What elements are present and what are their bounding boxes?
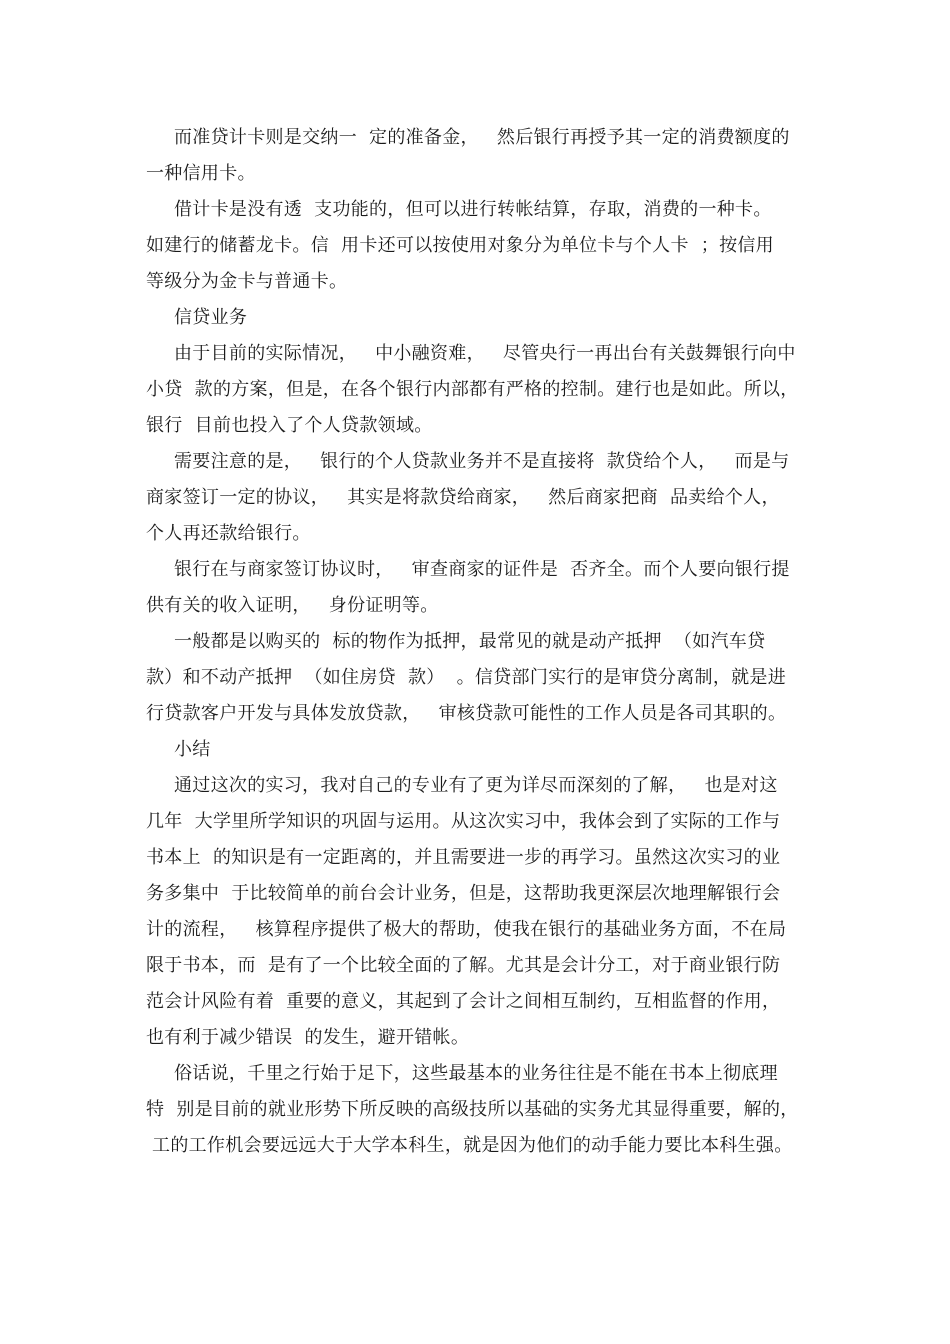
text-line: 如建行的储蓄龙卡。信 用卡还可以按使用对象分为单位卡与个人卡 ；按信用: [146, 235, 774, 256]
text-line: 书本上 的知识是有一定距离的，并且需要进一步的再学习。虽然这次实习的业: [146, 847, 781, 868]
text-line: 工的工作机会要远远大于大学本科生，就是因为他们的动手能力要比本科生强。: [146, 1135, 793, 1156]
text-line: 一般都是以购买的 标的物作为抵押，最常见的就是动产抵押 （如汽车贷: [174, 631, 766, 652]
text-line: 借计卡是没有透 支功能的，但可以进行转帐结算，存取，消费的一种卡。: [174, 199, 772, 220]
text-line: 银行在与商家签订协议时， 审查商家的证件是 否齐全。而个人要向银行提: [174, 559, 790, 580]
text-line: 几年 大学里所学知识的巩固与运用。从这次实习中，我体会到了实际的工作与: [146, 811, 781, 832]
text-line: 特 别是目前的就业形势下所反映的高级技所以基础的实务尤其显得重要，解的，: [146, 1099, 799, 1120]
text-line: 俗话说，千里之行始于足下，这些最基本的业务往往是不能在书本上彻底理: [174, 1063, 778, 1084]
text-line: 等级分为金卡与普通卡。: [146, 271, 348, 292]
text-line: 一种信用卡。: [146, 163, 256, 184]
text-line: 款）和不动产抵押 （如住房贷 款） 。信贷部门实行的是审贷分离制，就是进: [146, 667, 787, 688]
section-heading: 信贷业务: [174, 307, 248, 328]
text-line: 通过这次的实习，我对自己的专业有了更为详尽而深刻的了解， 也是对这: [174, 775, 778, 796]
text-line: 行贷款客户开发与具体发放贷款， 审核贷款可能性的工作人员是各司其职的。: [146, 703, 787, 724]
text-line: 由于目前的实际情况， 中小融资难， 尽管央行一再出台有关鼓舞银行向中: [174, 343, 796, 364]
text-line: 务多集中 于比较简单的前台会计业务，但是，这帮助我更深层次地理解银行会: [146, 883, 781, 904]
text-line: 个人再还款给银行。: [146, 523, 311, 544]
text-line: 小贷 款的方案，但是，在各个银行内部都有严格的控制。建行也是如此。所以，: [146, 379, 799, 400]
text-line: 也有利于减少错误 的发生，避开错帐。: [146, 1027, 470, 1048]
text-line: 需要注意的是， 银行的个人贷款业务并不是直接将 款贷给个人， 而是与: [174, 451, 790, 472]
text-line: 计的流程， 核算程序提供了极大的帮助，使我在银行的基础业务方面，不在局: [146, 919, 787, 940]
text-line: 银行 目前也投入了个人贷款领域。: [146, 415, 433, 436]
text-line: 限于书本，而 是有了一个比较全面的了解。尤其是会计分工，对于商业银行防: [146, 955, 781, 976]
text-line: 商家签订一定的协议， 其实是将款贷给商家， 然后商家把商 品卖给个人，: [146, 487, 780, 508]
text-line: 范会计风险有着 重要的意义，其起到了会计之间相互制约，互相监督的作用，: [146, 991, 781, 1012]
section-heading: 小结: [174, 739, 211, 760]
text-line: 而准贷计卡则是交纳一 定的准备金， 然后银行再授予其一定的消费额度的: [174, 127, 790, 148]
text-line: 供有关的收入证明， 身份证明等。: [146, 595, 439, 616]
